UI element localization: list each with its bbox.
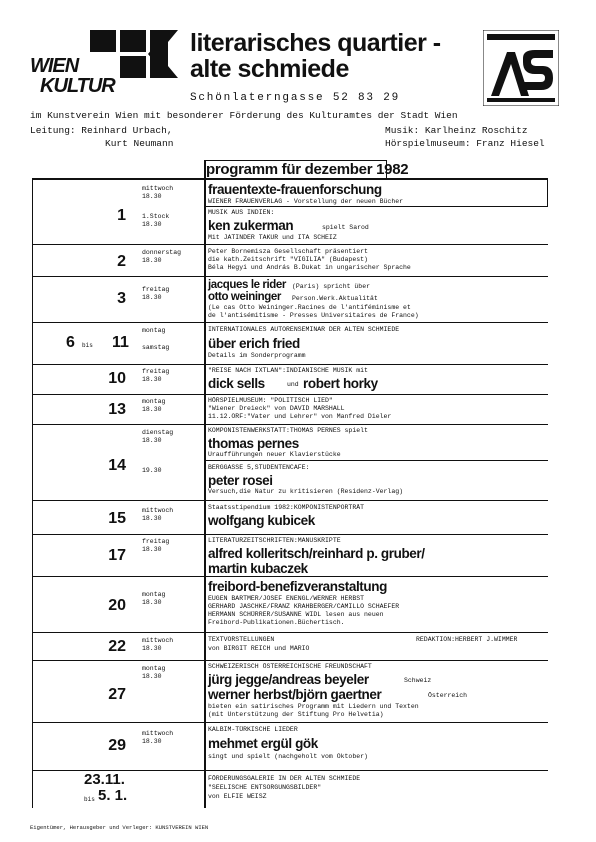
row-sep [32,322,548,323]
event-detail: KALBIM-TÜRKISCHE LIEDER [208,726,298,733]
row-sep [32,244,548,245]
event-weekday: dienstag [142,429,174,436]
event-detail: Uraufführungen neuer Klavierstücke [208,451,341,458]
event-detail: LITERATURZEITSCHRIFTEN:MANUSKRIPTE [208,537,341,544]
event-detail: Versuch,die Natur zu kritisieren (Residenz-Verlag) [208,488,404,495]
event-detail: "Wiener Dreieck" von DAVID MARSHALL [208,405,345,412]
row-sep [32,660,548,661]
event-detail: MUSIK AUS INDIEN: [208,209,275,216]
event-day-from: 6 [66,334,75,351]
event-title: werner herbst/björn gaertner [208,687,382,702]
event-time: 18.30 [142,437,162,444]
event-time: 18.30 [142,515,162,522]
event-detail: "SEELISCHE ENTSORGUNGSBILDER" [208,784,322,791]
event-weekday: mittwoch [142,637,174,644]
frame-divider [204,160,206,808]
event-location: 1.Stock [142,213,170,220]
event-detail: WIENER FRAUENVERLAG - Vorstellung der neuen Bücher [208,198,404,205]
row-sep [32,632,548,633]
event-day: 13 [108,401,126,418]
leitung: Leitung: Reinhard Urbach, [30,125,173,136]
event-weekday: samstag [142,344,170,351]
event-title: jürg jegge/andreas beyeler [208,672,369,687]
event-day: 15 [108,510,126,527]
event-day: 3 [117,290,126,307]
event-detail: EUGEN BARTMER/JOSEF ENENGL/WERNER HERBST [208,595,365,602]
event-title: dick sells [208,376,265,391]
event-weekday: donnerstag [142,249,182,256]
event-time: 18.30 [142,546,162,553]
event-detail: und [287,381,299,388]
event-weekday: freitag [142,538,170,545]
event-time: 19.30 [142,467,162,474]
event-day: 27 [108,686,126,703]
wien-text: WIEN [30,55,79,77]
event-detail: Mit JATINDER TAKUR und ITA SCHEIZ [208,234,337,241]
event-detail: REDAKTION:HERBERT J.WIMMER [416,636,518,643]
event-day: 1 [117,207,126,224]
kultur-text-2: KULTUR [40,75,115,97]
event-detail: Freibord-Publikationen.Büchertisch. [208,619,345,626]
event-day: 22 [108,638,126,655]
event-detail: spielt Sarod [322,224,369,231]
event-weekday: freitag [142,368,170,375]
event-detail: Staatsstipendium 1982:KOMPONISTENPORTRÄT [208,504,365,511]
address: Schönlaterngasse 52 83 29 [190,92,401,104]
event-title: über erich fried [208,336,300,351]
event-detail: von ELFIE WEISZ [208,793,267,800]
event-detail: Béla Hegyi und András B.Dukat in ungarischer Sprache [208,264,411,271]
event-detail: INTERNATIONALES AUTORENSEMINAR DER ALTEN SCHMIEDE [208,326,400,333]
event-title: robert horky [303,376,378,391]
event-detail: HERMANN SCHÜRRER/SUSANNE WIDL lesen aus neuen [208,611,384,618]
event-title: peter rosei [208,473,273,488]
event-weekday: mittwoch [142,730,174,737]
title-line-1: literarisches quartier - [190,29,441,57]
event-title: alfred kolleritsch/reinhard p. gruber/ [208,546,425,561]
event-bis: bis [82,342,93,349]
footer-imprint: Eigentümer, Herausgeber und Verleger: KUNSTVEREIN WIEN [30,824,209,831]
event-time: 18.30 [142,599,162,606]
row-sep [32,364,548,365]
event-bis: bis [84,796,95,803]
event-day-from: 23.11. [84,771,125,788]
event-title: otto weininger [208,291,281,303]
event-time: 18.30 [142,673,162,680]
event-detail: 11.12.ORF:"Vater und Lehrer" von Manfred Dieler [208,413,392,420]
event-detail: die kath.Zeitschrift "VIGILIA" (Budapest) [208,256,368,263]
event-weekday: mittwoch [142,507,174,514]
event-detail: Österreich [428,692,468,699]
hoerspiel: Hörspielmuseum: Franz Hiesel [385,138,545,149]
row-sep [32,722,548,723]
event-day: 14 [108,457,126,474]
event-detail: Peter Bornemisza Gesellschaft präsentiert [208,248,368,255]
row-sep [32,424,548,425]
event-day-to: 5. 1. [98,787,128,804]
event-time: 18.30 [142,645,162,652]
event-title: ken zukerman [208,218,294,233]
row-sep [32,276,548,277]
alte-schmiede-logo [483,30,559,106]
event-time: 18.30 [142,257,162,264]
event-title: thomas pernes [208,436,299,451]
event-detail: SCHWEIZERISCH ÖSTERREICHISCHE FREUNDSCHAFT [208,663,372,670]
row-sep [32,500,548,501]
event-time: 18.30 [142,193,162,200]
event-time: 18.30 [142,406,162,413]
event-detail: TEXTVORSTELLUNGEN [208,636,275,643]
event-title: frauentexte-frauenforschung [208,182,382,197]
musik: Musik: Karlheinz Roschitz [385,125,528,136]
event-time: 18.30 [142,376,162,383]
frame-top [32,178,548,180]
event-detail: (Paris) spricht über [292,283,371,290]
event-title: freibord-benefizveranstaltung [208,579,387,594]
event-detail: bieten ein satirisches Programm mit Liedern und Texten [208,703,419,710]
programme-title: programm für dezember 1982 [206,161,409,178]
event-detail: BERGGASSE 5,STUDENTENCAFE: [208,464,310,471]
title-line-2: alte schmiede [190,55,349,83]
event-time: 18.30 [142,294,162,301]
event-detail: Person.Werk.Aktualität [292,295,378,302]
event-time: 18.30 [142,738,162,745]
event-detail: de l'antisémitisme - Presses Universitaires de France) [208,312,419,319]
event-time: 18.30 [142,221,162,228]
row-sep [32,534,548,535]
row-sep [32,394,548,395]
event-detail: GERHARD JASCHKE/FRANZ KRAHBERGER/CAMILLO SCHAEFER [208,603,400,610]
row-sep [204,460,548,461]
event-weekday: mittwoch [142,185,174,192]
event-day: 10 [108,370,126,387]
event-title: jacques le rider [208,279,286,291]
event-weekday: montag [142,327,166,334]
event-detail: von BIRGIT REICH und MARIO [208,645,310,652]
event-detail: KOMPONISTENWERKSTATT:THOMAS PERNES spielt [208,427,368,434]
event-day: 2 [117,253,126,270]
event-day: 20 [108,597,126,614]
row-sep [204,206,548,207]
event-detail: FÖRDERUNGSGALERIE IN DER ALTEN SCHMIEDE [208,775,361,782]
event-detail: HÖRSPIELMUSEUM: "POLITISCH LIED" [208,397,333,404]
event-detail: singt und spielt (nachgeholt vom Oktober) [208,753,368,760]
event-day-to: 11 [112,334,129,351]
event-detail: (mit Unterstützung der Stiftung Pro Helvetia) [208,711,384,718]
event-weekday: montag [142,665,166,672]
event-weekday: montag [142,591,166,598]
event-detail: Schweiz [404,677,432,684]
event-detail: Details im Sonderprogramm [208,352,306,359]
frame-left [32,178,33,808]
event-title: martin kubaczek [208,561,308,576]
leitung-name-2: Kurt Neumann [105,138,174,149]
event-day: 17 [108,547,126,564]
row-sep [32,576,548,577]
event-detail: (Le cas Otto Weininger.Racines de l'antiféminisme et [208,304,411,311]
event-weekday: freitag [142,286,170,293]
event-day: 29 [108,737,126,754]
event-detail: "REISE NACH IXTLAN":INDIANISCHE MUSIK mit [208,367,368,374]
support-line: im Kunstverein Wien mit besonderer Förderung des Kulturamtes der Stadt Wien [30,110,458,121]
event-weekday: montag [142,398,166,405]
event-title: wolfgang kubicek [208,513,315,528]
event-title: mehmet ergül gök [208,736,318,751]
frame-right-1 [547,178,548,206]
